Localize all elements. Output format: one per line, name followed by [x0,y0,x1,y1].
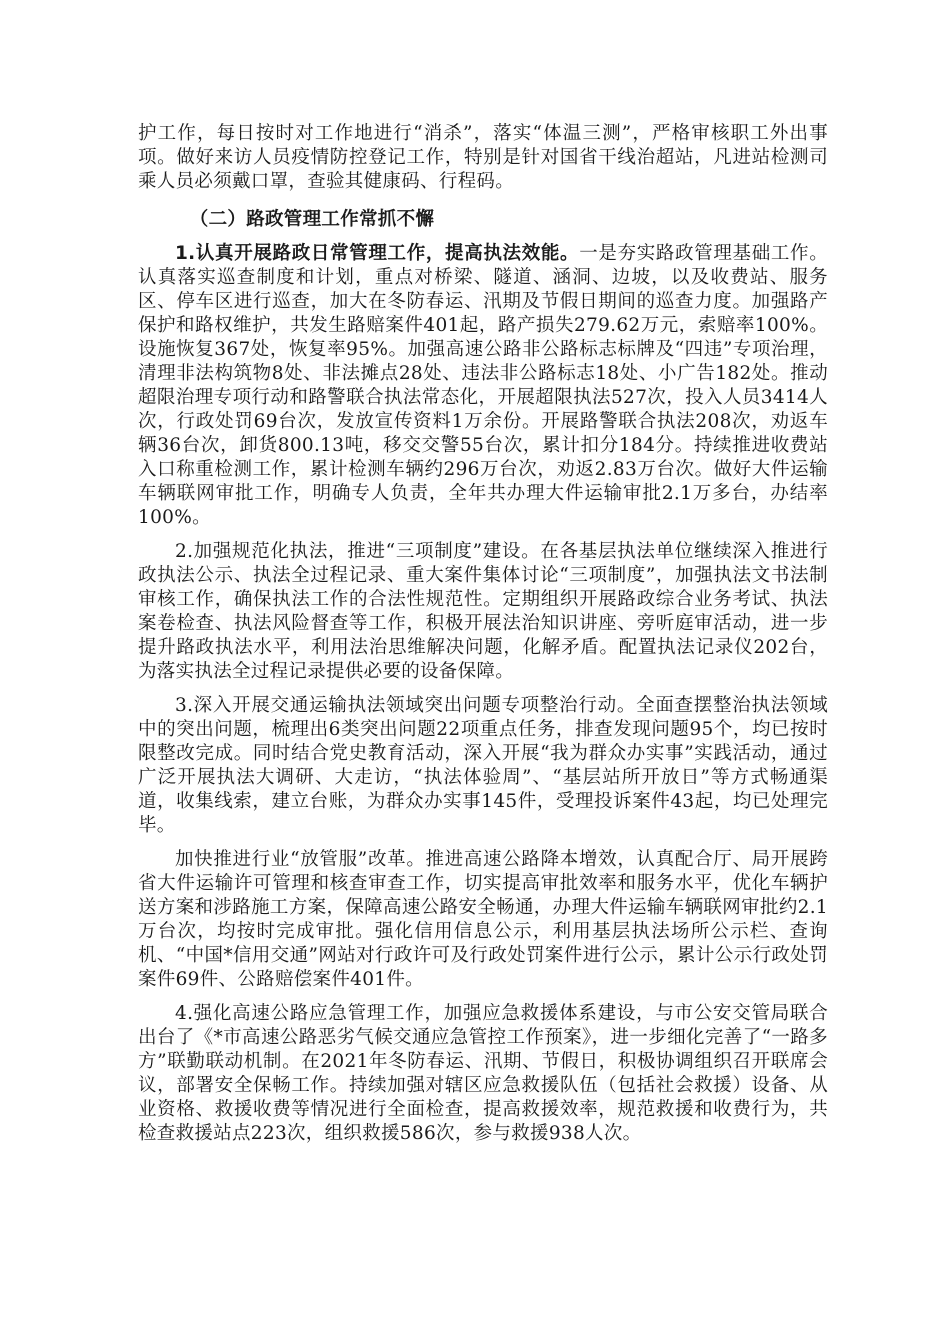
paragraph-body-daily-management: 一是夯实路政管理基础工作。认真落实巡查制度和计划，重点对桥梁、隧道、涵洞、边坡，以及收费站、服务区、停车区进行巡查，加大在冬防春运、汛期及节假日期间的巡查力度。加强路产保护和路权维护，共发生路赔案件401起，路产损失279.62万元，索赔率100%。设施恢复367处，恢复率95%。加强高速公路非公路标志标牌及“四违”专项治理，清理非法构筑物8处、非法摊点28处、违法非公路标志18处、小广告182处。推动超限治理专项行动和路警联合执法常态化，开展超限执法527次，投入人员3414人次，行政处罚69台次，发放宣传资料1万余份。开展路警联合执法208次，劝返车辆36台次，卸货800.13吨，移交交警55台次，累计扣分184分。持续推进收费站入口称重检测工作，累计检测车辆约296万台次，劝返2.83万台次。做好大件运输车辆联网审批工作，明确专人负责，全年共办理大件运输审批2.1万多台，办结率100%。 [138,243,828,528]
paragraph-epidemic-prevention: 护工作，每日按时对工作地进行“消杀”，落实“体温三测”，严格审核职工外出事项。做好来访人员疫情防控登记工作，特别是针对国省干线治超站，凡进站检测司乘人员必须戴口罩，查验其健康码、行程码。 [138,123,828,192]
paragraph-emergency-management: 4.强化高速公路应急管理工作，加强应急救援体系建设，与市公安交管局联合出台了《*市高速公路恶劣气候交通应急管控工作预案》，进一步细化完善了“一路多方”联勤联动机制。在2021年冬防春运、汛期、节假日，积极协调组织召开联席会议，部署安全保畅工作。持续加强对辖区应急救援队伍（包括社会救援）设备、从业资格、救援收费等情况进行全面检查，提高救援效率，规范救援和收费行为，共检查救援站点223次，组织救援586次，参与救援938人次。 [138,1003,828,1144]
paragraph-reform: 加快推进行业“放管服”改革。推进高速公路降本增效，认真配合厅、局开展跨省大件运输许可管理和核查审查工作，切实提高审批效率和服务水平，优化车辆护送方案和涉路施工方案，保障高速公路安全畅通，办理大件运输车辆联网审批约2.1万台次，均按时完成审批。强化信用信息公示，利用基层执法场所公示栏、查询机、“中国*信用交通”网站对行政许可及行政处罚案件进行公示，累计公示行政处罚案件69件、公路赔偿案件401件。 [138,849,828,990]
paragraph-daily-management [138,242,828,530]
section-heading-road-administration: （二）路政管理工作常抓不懈 [189,209,435,230]
document-page [138,122,828,1146]
paragraph-special-rectification: 3.深入开展交通运输执法领域突出问题专项整治行动。全面查摆整治执法领域中的突出问题，梳理出6类突出问题22项重点任务，排查发现问题95个，均已按时限整改完成。同时结合党史教育活动，深入开展“我为群众办实事”实践活动，通过广泛开展执法大调研、大走访，“执法体验周”、“基层站所开放日”等方式畅通渠道，收集线索，建立台账，为群众办实事145件，受理投诉案件43起，均已处理完毕。 [138,695,828,836]
paragraph-lead-daily-management: 1.认真开展路政日常管理工作，提高执法效能。 [175,243,580,264]
paragraph-standardized-enforcement: 2.加强规范化执法，推进“三项制度”建设。在各基层执法单位继续深入推进行政执法公示、执法全过程记录、重大案件集体讨论“三项制度”，加强执法文书法制审核工作，确保执法工作的合法性规范性。定期组织开展路政综合业务考试、执法案卷检查、执法风险督查等工作，积极开展法治知识讲座、旁听庭审活动，进一步提升路政执法水平，利用法治思维解决问题，化解矛盾。配置执法记录仪202台，为落实执法全过程记录提供必要的设备保障。 [138,541,828,682]
